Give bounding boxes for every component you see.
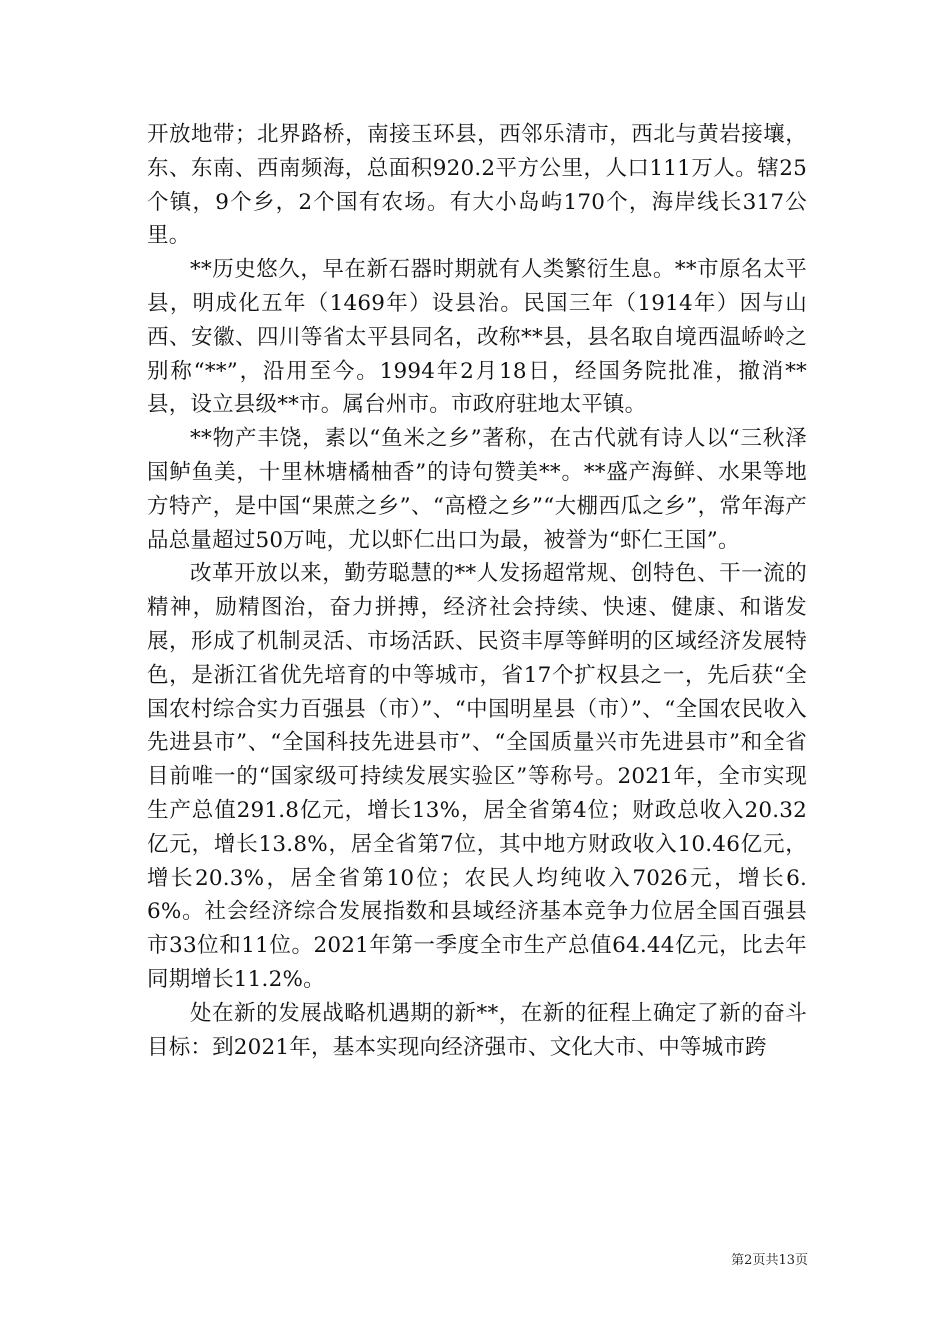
page-number-footer: 第2页共13页 bbox=[731, 1253, 808, 1268]
paragraph-continuation: 开放地带；北界路桥，南接玉环县，西邻乐清市，西北与黄岩接壤，东、东南、西南频海，总面积920.2平方公里，人口111万人。辖25个镇，9个乡，2个国有农场。有大小岛屿170个，海岸线长317公里。 bbox=[147, 122, 807, 249]
paragraph-history: **历史悠久，早在新石器时期就有人类繁衍生息。**市原名太平县，明成化五年（1469年）设县治。民国三年（1914年）因与山西、安徽、四川等省太平县同名，改称**县，县名取自境西温峤岭之别称“**”，沿用至今。1994年2月18日，经国务院批准，撤消**县，设立县级**市。属台州市。市政府驻地太平镇。 bbox=[147, 257, 807, 418]
paragraph-products: **物产丰饶，素以“鱼米之乡”著称，在古代就有诗人以“三秋泽国鲈鱼美，十里林塘橘柚香”的诗句赞美**。**盛产海鲜、水果等地方特产，是中国“果蔗之乡”、“高橙之乡”“大棚西瓜之乡”，常年海产品总量超过50万吨，尤以虾仁出口为最，被誉为“虾仁王国”。 bbox=[147, 426, 807, 553]
document-body bbox=[147, 118, 807, 1064]
paragraph-goals: 处在新的发展战略机遇期的新**，在新的征程上确定了新的奋斗目标：到2021年，基本实现向经济强市、文化大市、中等城市跨 bbox=[147, 1000, 807, 1060]
paragraph-economy: 改革开放以来，勤劳聪慧的**人发扬超常规、创特色、干一流的精神，励精图治，奋力拼搏，经济社会持续、快速、健康、和谐发展，形成了机制灵活、市场活跃、民资丰厚等鲜明的区域经济发展特色，是浙江省优先培育的中等城市，省17个扩权县之一，先后获“全国农村综合实力百强县（市）”、“中国明星县（市）”、“全国农民收入先进县市”、“全国科技先进县市”、“全国质量兴市先进县市”和全省目前唯一的“国家级可持续发展实验区”等称号。2021年，全市实现生产总值291.8亿元，增长13%，居全省第4位；财政总收入20.32亿元，增长13.8%，居全省第7位，其中地方财政收入10.46亿元，增长20.3%，居全省第10位；农民人均纯收入7026元，增长6.6%。社会经济综合发展指数和县域经济基本竞争力位居全国百强县市33位和11位。2021年第一季度全市生产总值64.44亿元，比去年同期增长11.2%。 bbox=[147, 561, 807, 992]
